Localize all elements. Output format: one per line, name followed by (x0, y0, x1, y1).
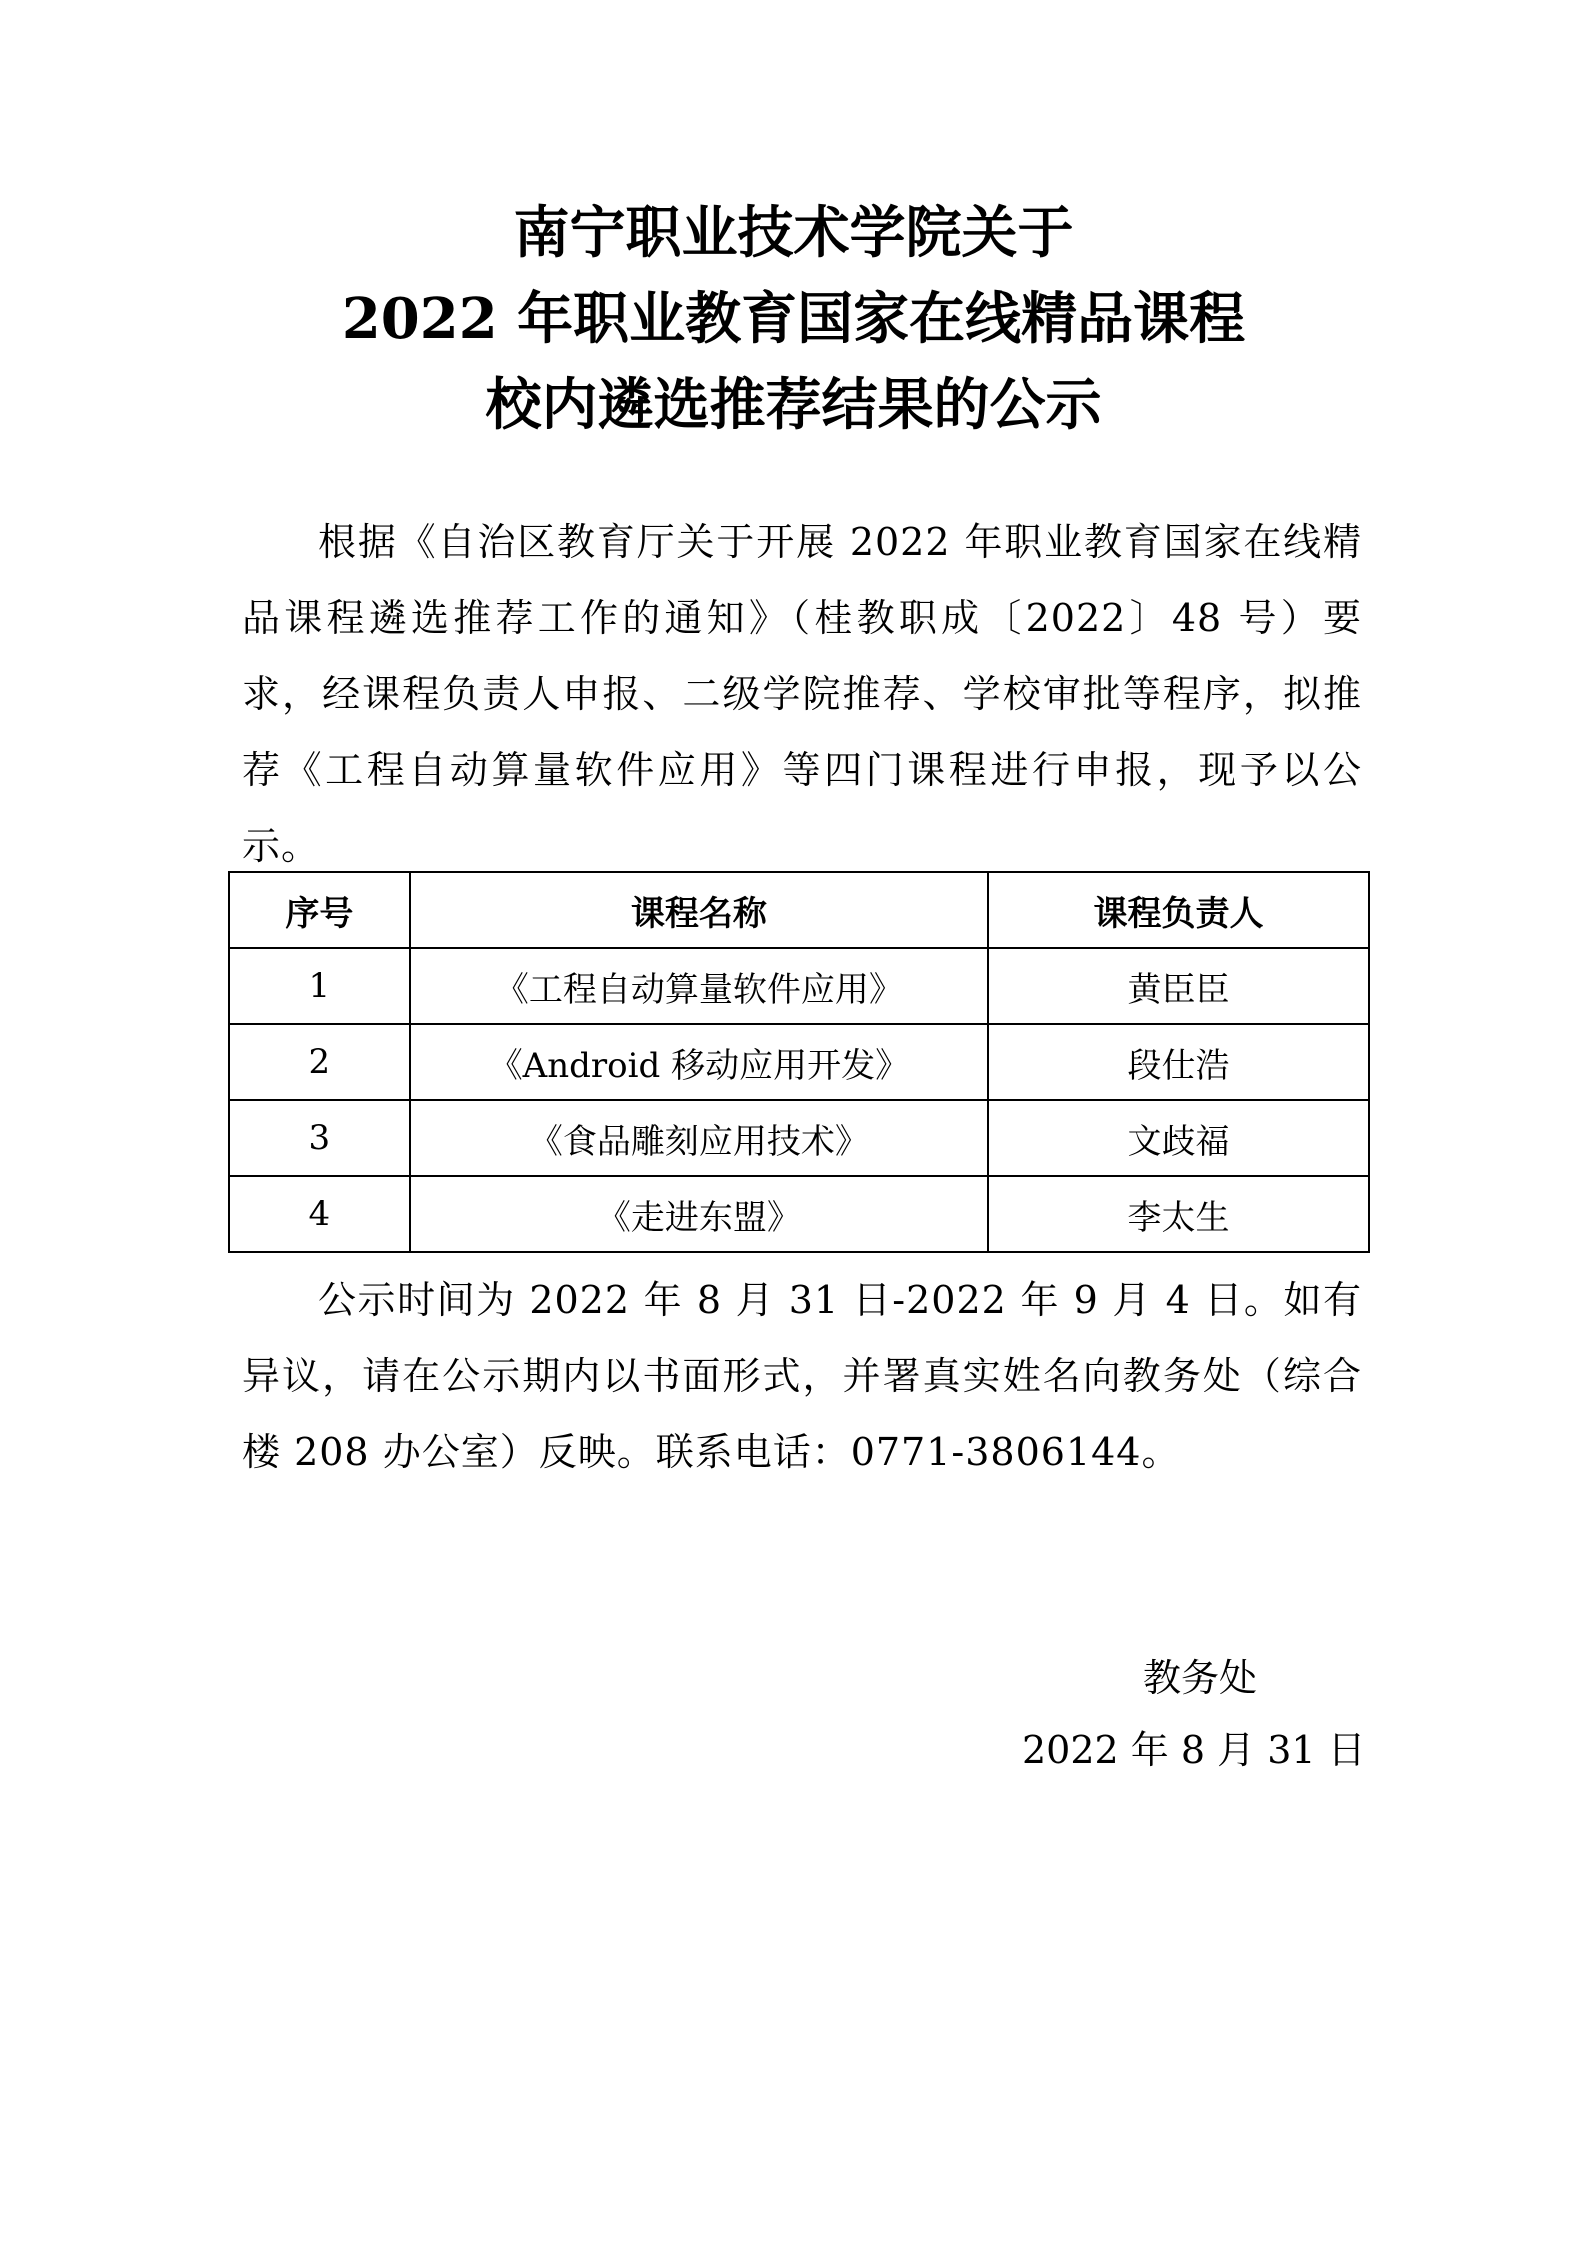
cell-course-name: 《食品雕刻应用技术》 (410, 1100, 988, 1176)
table-row (229, 1176, 1369, 1252)
header-serial-number: 序号 (229, 872, 410, 948)
cell-course-owner: 段仕浩 (988, 1024, 1369, 1100)
table-row (229, 1100, 1369, 1176)
title-line-3: 校内遴选推荐结果的公示 (485, 372, 1102, 438)
cell-serial-number: 2 (229, 1024, 410, 1100)
header-course-name: 课程名称 (410, 872, 988, 948)
cell-serial-number: 1 (229, 948, 410, 1024)
signature-date: 2022 年 8 月 31 日 (1022, 1728, 1366, 1772)
intro-paragraph: 根据《自治区教育厅关于开展 2022 年职业教育国家在线精品课程遴选推荐工作的通知》（桂教职成〔2022〕48 号）要求，经课程负责人申报、二级学院推荐、学校审批等程序，拟推荐《工程自动算量软件应用》等四门课程进行申报，现予以公示。 (242, 520, 1362, 868)
title-line-1: 南宁职业技术学院关于 (513, 200, 1074, 266)
header-course-owner: 课程负责人 (988, 872, 1369, 948)
cell-course-name: 《Android 移动应用开发》 (410, 1024, 988, 1100)
signature-department: 教务处 (1143, 1656, 1258, 1700)
title-line-2: 2022 年职业教育国家在线精品课程 (341, 286, 1246, 352)
table-row (229, 1024, 1369, 1100)
document-title (0, 190, 1587, 448)
cell-course-owner: 黄臣臣 (988, 948, 1369, 1024)
cell-course-owner: 文歧福 (988, 1100, 1369, 1176)
cell-course-name: 《工程自动算量软件应用》 (410, 948, 988, 1024)
table-row (229, 948, 1369, 1024)
notice-period-paragraph: 公示时间为 2022 年 8 月 31 日-2022 年 9 月 4 日。如有异议，请在公示期内以书面形式，并署真实姓名向教务处（综合楼 208 办公室）反映。联系电话：0771-3806144。 (242, 1278, 1362, 1474)
table-header-row (229, 872, 1369, 948)
course-table (228, 871, 1370, 1253)
cell-course-name: 《走进东盟》 (410, 1176, 988, 1252)
cell-serial-number: 3 (229, 1100, 410, 1176)
cell-course-owner: 李太生 (988, 1176, 1369, 1252)
cell-serial-number: 4 (229, 1176, 410, 1252)
